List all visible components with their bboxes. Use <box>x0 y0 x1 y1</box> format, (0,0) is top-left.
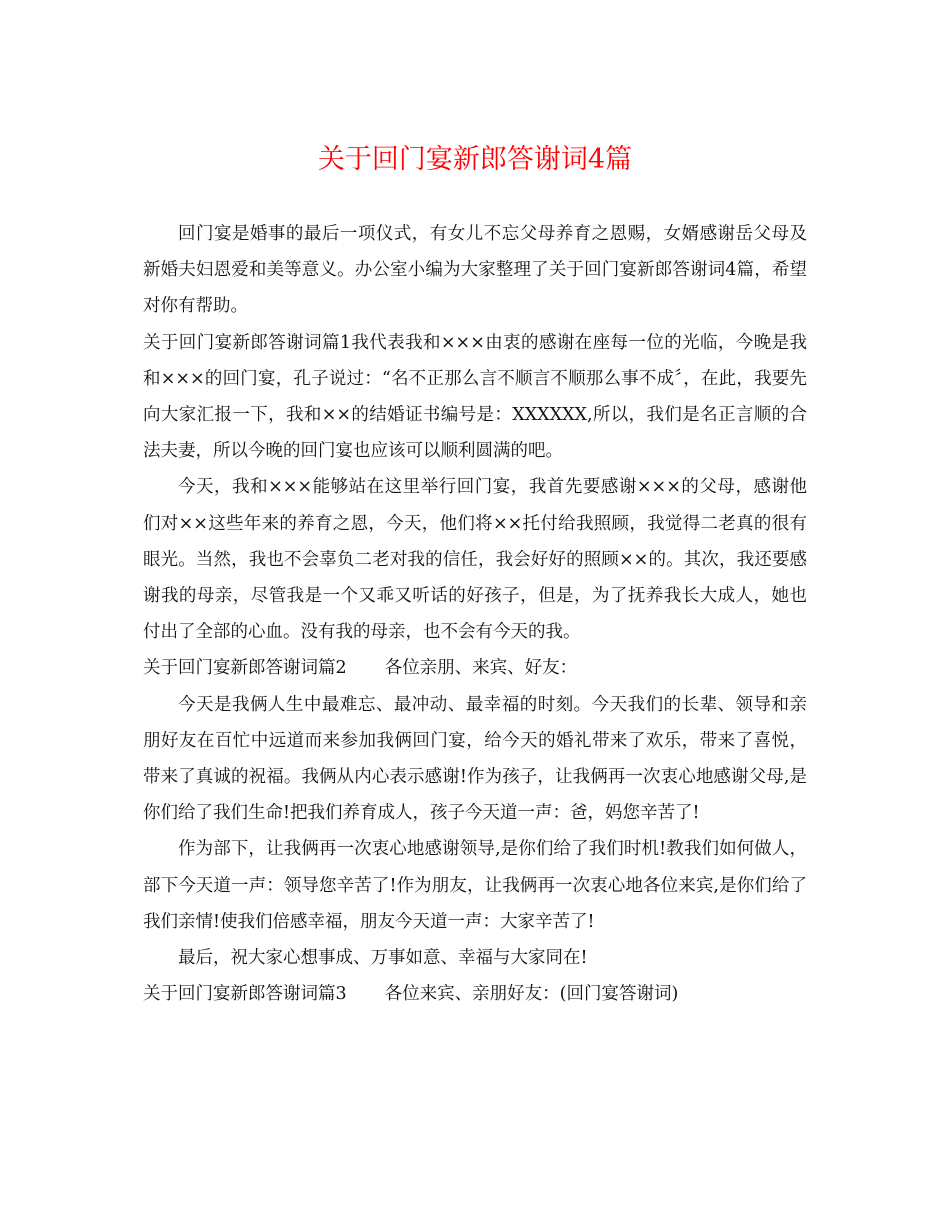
section2-paragraph-3: 最后，祝大家心想事成、万事如意、幸福与大家同在! <box>178 948 588 969</box>
section2-paragraph-2: 作为部下，让我俩再一次衷心地感谢领导,是你们给了我们时机!教我们如何做人，部下今天道一声：领导您辛苦了!作为朋友，让我俩再一次衷心地各位来宾,是你们给了我们亲情!使我们倍感幸福，朋友今天道一声：大家辛苦了! <box>143 839 807 932</box>
section1-lead: 我代表我和×××由衷的感谢在座每一位的光临，今晚是我和×××的回门宴，孔子说过：“名不正那么言不顺言不顺那么事不成〞，在此，我要先向大家汇报一下，我和××的结婚证书编号是：XXXXXX,所以，我们是名正言顺的合法夫妻，所以今晚的回门宴也应该可以顺利圆满的吧。 <box>143 332 807 462</box>
section2-lead: 各位亲朋、来宾、好友： <box>384 658 578 679</box>
document-title: 关于回门宴新郎答谢词4篇 <box>317 144 633 175</box>
intro-paragraph: 回门宴是婚事的最后一项仪式，有女儿不忘父母养育之恩赐，女婿感谢岳父母及新婚夫妇恩爱和美等意义。办公室小编为大家整理了关于回门宴新郎答谢词4篇，希望对你有帮助。 <box>143 224 807 317</box>
section3-heading: 关于回门宴新郎答谢词篇3 <box>143 984 347 1005</box>
section3-heading-line <box>143 976 807 1012</box>
section3-lead: 各位来宾、亲朋好友：(回门宴答谢词) <box>384 984 679 1005</box>
section2-paragraph-1: 今天是我俩人生中最难忘、最冲动、最幸福的时刻。今天我们的长辈、领导和亲朋好友在百忙中远道而来参加我俩回门宴，给今天的婚礼带来了欢乐，带来了喜悦，带来了真诚的祝福。我俩从内心表示感谢!作为孩子，让我俩再一次衷心地感谢父母,是你们给了我们生命!把我们养育成人，孩子今天道一声：爸，妈您辛苦了! <box>143 694 807 824</box>
section2-heading: 关于回门宴新郎答谢词篇2 <box>143 658 347 679</box>
section2-heading-line <box>143 650 807 686</box>
document-body <box>143 216 807 1012</box>
section1-heading: 关于回门宴新郎答谢词篇1 <box>143 332 351 353</box>
section1-paragraph-1: 今天，我和×××能够站在这里举行回门宴，我首先要感谢×××的父母，感谢他们对××这些年来的养育之恩，今天，他们将××托付给我照顾，我觉得二老真的很有眼光。当然，我也不会辜负二老对我的信任，我会好好的照顾××的。其次，我还要感谢我的母亲，尽管我是一个又乖又听话的好孩子，但是，为了抚养我长大成人，她也付出了全部的心血。没有我的母亲，也不会有今天的我。 <box>143 477 807 643</box>
section1-lead-paragraph <box>143 325 807 470</box>
